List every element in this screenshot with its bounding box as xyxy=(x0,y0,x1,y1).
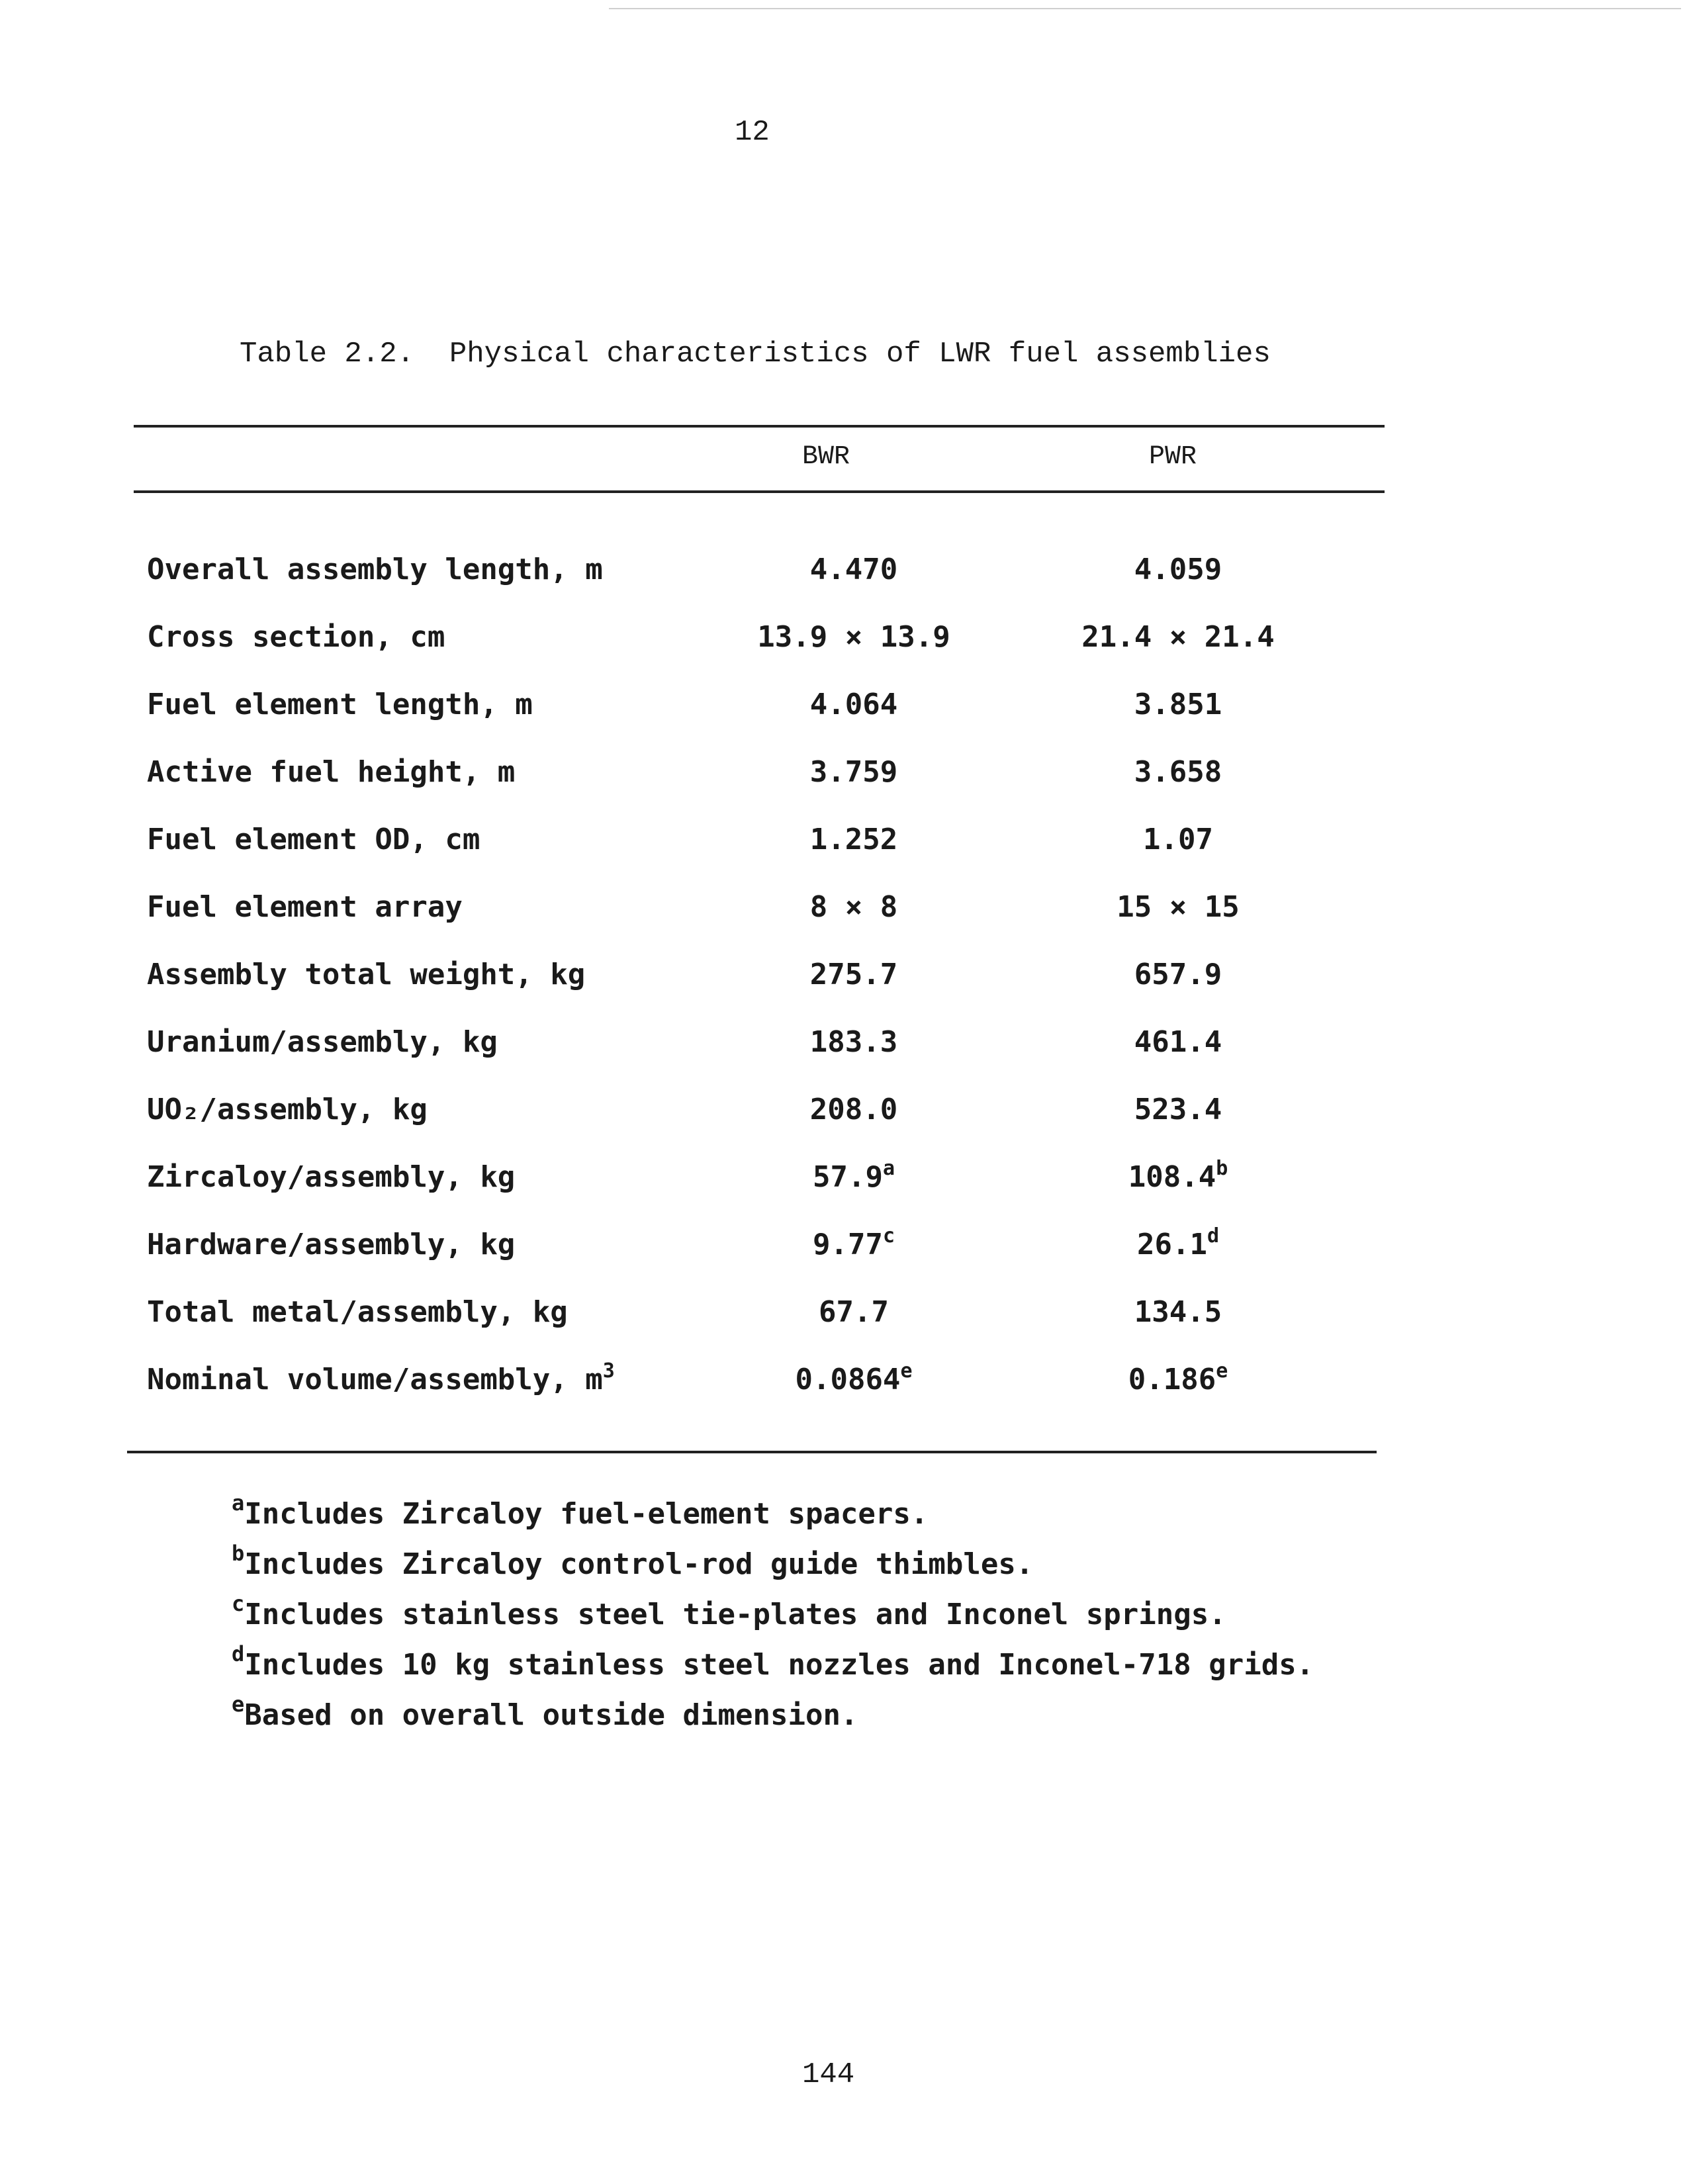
scan-edge-line xyxy=(609,8,1681,9)
pwr-value: 26.1$^d$ xyxy=(1136,1224,1220,1261)
pwr-value: 15 × 15 xyxy=(1117,890,1240,924)
row-label: Nominal volume/assembly, $m^3$ xyxy=(147,1359,615,1396)
row-label: Total metal/assembly, kg xyxy=(147,1295,568,1329)
pwr-value: 3.851 xyxy=(1134,688,1222,721)
pwr-value: 108.4$^b$ xyxy=(1128,1157,1228,1194)
row-label: Cross section, cm xyxy=(147,620,445,654)
bwr-value: 275.7 xyxy=(809,958,898,991)
pwr-value: 4.059 xyxy=(1134,553,1222,586)
table-row xyxy=(0,1149,1689,1194)
table-row xyxy=(0,609,1689,654)
row-label: Fuel element OD, cm xyxy=(147,823,480,856)
bwr-value: 183.3 xyxy=(809,1025,898,1059)
bwr-value: 4.470 xyxy=(809,553,898,586)
row-label: Fuel element array xyxy=(147,890,463,924)
row-label: Hardware/assembly, kg xyxy=(147,1228,516,1261)
table-top-rule xyxy=(134,425,1385,428)
table-row xyxy=(0,1081,1689,1126)
row-label: Fuel element length, m xyxy=(147,688,533,721)
pwr-value: 21.4 × 21.4 xyxy=(1081,620,1275,654)
footnote: $^a$Includes Zircaloy fuel-element spacers. xyxy=(232,1490,929,1531)
column-header-bwr: BWR xyxy=(802,442,850,472)
bwr-value: 8 × 8 xyxy=(809,890,898,924)
pwr-value: 134.5 xyxy=(1134,1295,1222,1329)
bwr-value: 4.064 xyxy=(809,688,898,721)
table-row xyxy=(0,1351,1689,1396)
table-row xyxy=(0,1014,1689,1059)
pwr-value: 1.07 xyxy=(1143,823,1213,856)
table-title: Table 2.2. Physical characteristics of LWR fuel assemblies xyxy=(240,338,1271,371)
pwr-value: 0.186e xyxy=(1128,1359,1228,1396)
column-header-pwr: PWR xyxy=(1149,442,1197,472)
table-bottom-rule xyxy=(127,1451,1377,1453)
row-label: Assembly total weight, kg xyxy=(147,958,586,991)
footnote: $^e$Based on overall outside dimension. xyxy=(232,1692,858,1732)
bwr-value: 67.7 xyxy=(819,1295,889,1329)
pwr-value: 523.4 xyxy=(1134,1093,1222,1126)
table-row xyxy=(0,541,1689,586)
table-row xyxy=(0,744,1689,789)
table-header-rule xyxy=(134,490,1385,493)
bwr-value: 208.0 xyxy=(809,1093,898,1126)
row-label: Overall assembly length, m xyxy=(147,553,603,586)
row-label: UO₂/assembly, kg xyxy=(147,1093,428,1126)
row-label: Zircaloy/assembly, kg xyxy=(147,1160,516,1194)
table-row xyxy=(0,946,1689,991)
table-row xyxy=(0,1216,1689,1261)
bwr-value: 3.759 xyxy=(809,755,898,789)
pwr-value: 3.658 xyxy=(1134,755,1222,789)
table-row xyxy=(0,676,1689,721)
page-number-bottom: 144 xyxy=(802,2058,855,2091)
footnote: $^d$Includes 10 kg stainless steel nozzles and Inconel-718 grids. xyxy=(232,1641,1314,1682)
page-number-top: 12 xyxy=(735,116,770,149)
table-row xyxy=(0,1284,1689,1329)
bwr-value: 0.0864e xyxy=(795,1359,913,1396)
table-row xyxy=(0,811,1689,856)
bwr-value: 1.252 xyxy=(809,823,898,856)
pwr-value: 657.9 xyxy=(1134,958,1222,991)
footnote: $^c$Includes stainless steel tie-plates and Inconel springs. xyxy=(232,1591,1226,1631)
row-label: Active fuel height, m xyxy=(147,755,516,789)
table-row xyxy=(0,879,1689,924)
footnote: $^b$Includes Zircaloy control-rod guide thimbles. xyxy=(232,1541,1034,1581)
bwr-value: 9.77$^c$ xyxy=(812,1224,895,1261)
bwr-value: 13.9 × 13.9 xyxy=(757,620,950,654)
bwr-value: 57.9$^a$ xyxy=(812,1157,895,1194)
row-label: Uranium/assembly, kg xyxy=(147,1025,498,1059)
pwr-value: 461.4 xyxy=(1134,1025,1222,1059)
